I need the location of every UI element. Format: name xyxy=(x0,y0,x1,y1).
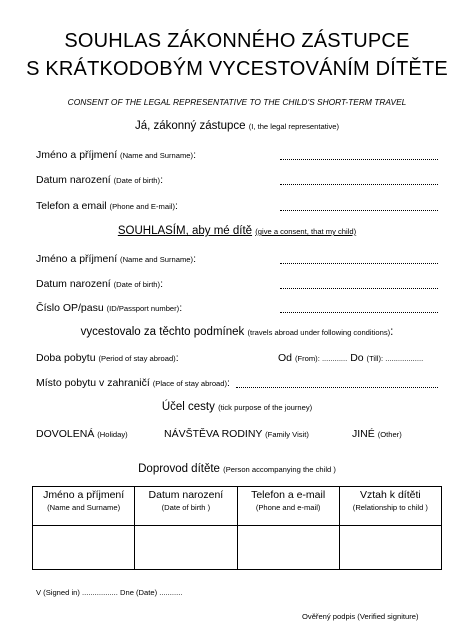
consent-heading-en: (give a consent, that my child) xyxy=(255,227,357,236)
child-dob-label: Datum narození (Date of birth): xyxy=(36,278,163,290)
col-name-header: Jméno a příjmení (Name and Surname) xyxy=(33,487,135,526)
rep-name-label: Jméno a příjmení (Name and Surname): xyxy=(36,149,196,161)
cell-contact[interactable] xyxy=(237,526,339,570)
travel-heading-text: vycestovalo za těchto podmínek xyxy=(80,326,245,338)
cell-name[interactable] xyxy=(33,526,135,570)
form-title-line-2: S KRÁTKODOBÝM VYCESTOVÁNÍM DÍTĚTE xyxy=(26,58,448,80)
col-relationship-header: Vztah k dítěti (Relationship to child ) xyxy=(339,487,441,526)
travel-heading-en: (travels abroad under following conditions) xyxy=(247,328,391,337)
cell-dob[interactable] xyxy=(135,526,237,570)
rep-dob-label: Datum narození (Date of birth): xyxy=(36,174,163,186)
from-label: Od xyxy=(278,352,293,364)
signed-in-date-line[interactable]: V (Signed in) ................. Dne (Date) ........... xyxy=(36,588,183,597)
purpose-heading-en: (tick purpose of the journey) xyxy=(218,403,313,412)
purpose-option-holiday[interactable]: DOVOLENÁ (Holiday) xyxy=(36,428,128,440)
rep-contact-line[interactable] xyxy=(280,210,438,211)
to-label: Do xyxy=(350,352,364,364)
child-id-label: Číslo OP/pasu (ID/Passport number): xyxy=(36,302,183,314)
child-name-label: Jméno a příjmení (Name and Surname): xyxy=(36,253,196,265)
child-id-line[interactable] xyxy=(280,312,438,313)
rep-contact-label: Telefon a email (Phone and E-mail): xyxy=(36,200,178,212)
form-title-line-1: SOUHLAS ZÁKONNÉHO ZÁSTUPCE xyxy=(64,30,410,52)
col-dob-header: Datum narození (Date of birth ) xyxy=(135,487,237,526)
stay-period-label: Doba pobytu (Period of stay abroad): xyxy=(36,352,179,364)
verified-signature-label: Ověřený podpis (Verified signiture) xyxy=(302,612,419,621)
col-contact-header: Telefon a e-mail (Phone and e-mail) xyxy=(237,487,339,526)
accompany-section-heading xyxy=(0,463,474,475)
accompany-table xyxy=(32,486,442,570)
rep-section-heading xyxy=(0,120,474,132)
child-name-line[interactable] xyxy=(280,263,438,264)
table-row xyxy=(33,526,442,570)
purpose-option-family-visit[interactable]: NÁVŠTĚVA RODINY (Family Visit) xyxy=(164,428,309,440)
consent-section-heading xyxy=(0,225,474,237)
rep-dob-line[interactable] xyxy=(280,184,438,185)
rep-heading-en: (I, the legal representative) xyxy=(248,122,340,131)
accompany-heading-en: (Person accompanying the child ) xyxy=(223,465,336,474)
stay-place-line[interactable] xyxy=(236,387,438,388)
purpose-option-other[interactable]: JINÉ (Other) xyxy=(352,428,402,440)
stay-from-to[interactable]: Od (From): ............ Do (Till): .................. xyxy=(278,352,424,364)
travel-section-heading: vycestovalo za těchto podmínek (travels abroad under following conditions): xyxy=(80,326,394,338)
consent-heading-text: SOUHLASÍM, aby mé dítě xyxy=(117,225,253,237)
cell-relationship[interactable] xyxy=(339,526,441,570)
table-header-row xyxy=(33,487,442,526)
rep-heading-text: Já, zákonný zástupce xyxy=(134,120,246,132)
accompany-heading-text: Doprovod dítěte xyxy=(138,463,220,475)
child-dob-line[interactable] xyxy=(280,288,438,289)
form-subtitle: CONSENT OF THE LEGAL REPRESENTATIVE TO THE CHILD'S SHORT-TERM TRAVEL xyxy=(67,97,407,107)
purpose-heading-text: Účel cesty xyxy=(161,401,215,413)
stay-place-label: Místo pobytu v zahraničí (Place of stay abroad): xyxy=(36,377,230,389)
purpose-section-heading xyxy=(0,401,474,413)
rep-name-line[interactable] xyxy=(280,159,438,160)
